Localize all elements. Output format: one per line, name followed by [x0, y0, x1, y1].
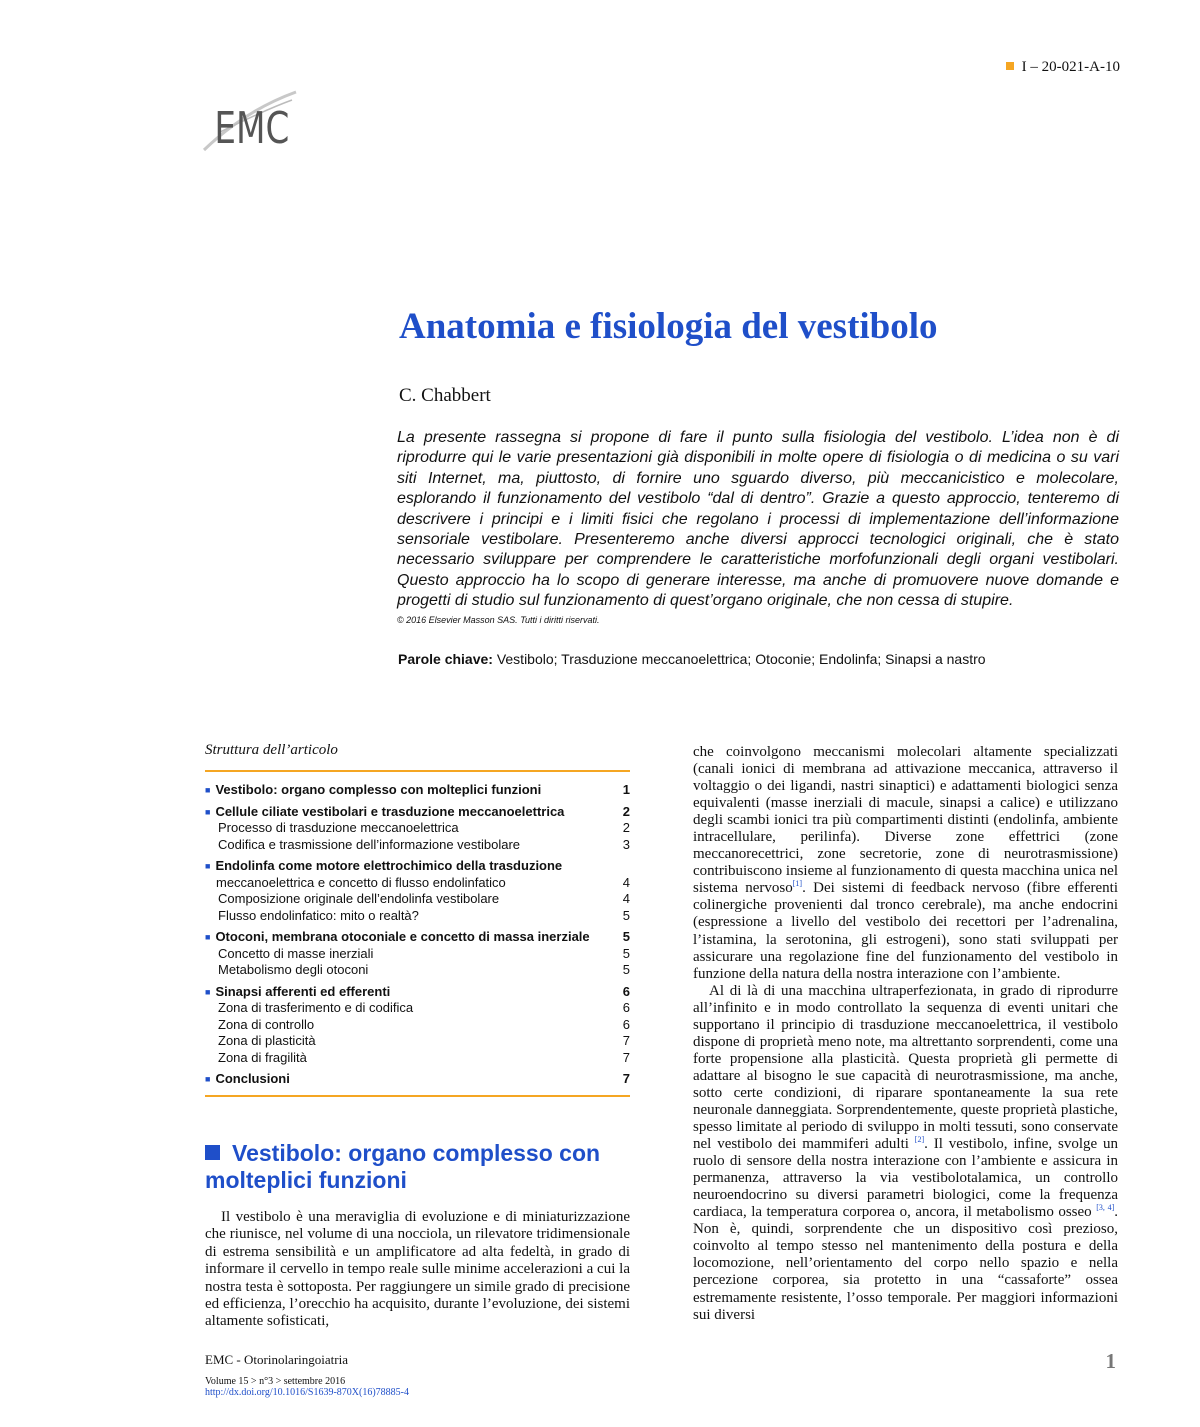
- toc-entry-label: Concetto di masse inerziali: [218, 945, 374, 961]
- toc-entry-label: Composizione originale dell’endolinfa vestibolare: [218, 891, 500, 906]
- section-heading: [205, 1140, 625, 1194]
- section-heading-text: Vestibolo: organo complesso con molteplici funzioni: [205, 1140, 601, 1193]
- toc-entry-label: Zona di controllo: [218, 1016, 315, 1032]
- copyright: © 2016 Elsevier Masson SAS. Tutti i diritti riservati.: [397, 615, 600, 625]
- blue-square-icon: [205, 1145, 220, 1160]
- toc-entry-page: 5: [622, 962, 630, 977]
- logo-text: EMC: [214, 104, 290, 155]
- toc-subentry[interactable]: [205, 837, 630, 854]
- reference-link[interactable]: [3, 4]: [1096, 1203, 1115, 1213]
- toc-entry-label: Processo di trasduzione meccanoelettrica: [218, 820, 459, 835]
- toc-entry-label: ■ Sinapsi afferenti ed efferenti: [205, 984, 402, 1001]
- paragraph-text: che coinvolgono meccanismi molecolari altamente specializzati (canali ionici di membrana ad attivazione meccanica, attraverso il voltaggio o dei ligandi, nastri sinaptici) e adattamenti biologici senza equivalenti (masse inerziali di macule, sinapsi a calice) e utilizzano degli scambi ionici tra più compartimenti distinti (endolinfa, ambiente intracellulare, perilinfa). Diverse zone effettrici (zone meccanorecettrici, zone secretorie, zone di neurotrasmissione) contribuiscono insieme al funzionamento di questa macchina unica nel sistema nervoso: [693, 744, 1118, 897]
- keywords: [398, 651, 986, 667]
- toc-entry[interactable]: [205, 804, 630, 821]
- toc-entry-label: ■ Cellule ciliate vestibolari e trasduzione meccanoelettrica: [205, 804, 576, 821]
- emc-logo: [200, 80, 300, 155]
- abstract: La presente rassegna si propone di fare il punto sulla fisiologia del vestibolo. L’idea non è di riprodurre qui le varie presentazioni già disponibili in molte opere di fisiologia o di medicina o su vari siti Internet, ma, piuttosto, di fornire uno sguardo diverso, più meccanicistico e molecolare, esplorando il funzionamento del vestibolo “dal di dentro”. Grazie a questo approccio, tenteremo di descrivere i principi e i limiti fisici che regolano i processi di implementazione dell’informazione sensoriale vestibolare. Presenteremo anche diversi approcci tecnologici originali, che è stato necessario sviluppare per comprendere le caratteristiche morfofunzionali degli organi vestibolari. Questo approccio ha lo scopo di generare interesse, ma anche di promuovere nuove domande e progetti di studio sul funzionamento di quest’organo originale, che non cessa di stupire.: [397, 429, 1119, 610]
- toc-entry[interactable]: [205, 858, 630, 875]
- toc-entry-page: [614, 858, 630, 875]
- toc-entry-page: 4: [622, 874, 630, 890]
- toc-subentry[interactable]: [205, 962, 630, 979]
- toc-subentry[interactable]: [205, 1033, 630, 1050]
- toc-subentry[interactable]: [205, 1000, 630, 1017]
- paragraph-text: . Non è, quindi, sorprendente che un dispositivo così prezioso, coinvolto al tempo stesso nel mantenimento della postura e della locomozione, nell’orientamento del corpo nello spazio e nella percezione corporea, sia protetto in una “cassaforte” ossea estremamente resistente, l’osso temporale. Per maggiori informazioni sui diversi: [693, 1204, 1119, 1323]
- toc-entry[interactable]: [205, 929, 630, 946]
- reference-link[interactable]: [2]: [914, 1135, 925, 1145]
- toc-entry-label: Codifica e trasmissione dell’informazione vestibolare: [218, 836, 521, 852]
- toc-entry-label: ■ Vestibolo: organo complesso con molteplici funzioni: [205, 782, 553, 799]
- body-column-left: [205, 1209, 630, 1331]
- doi-link[interactable]: http://dx.doi.org/10.1016/S1639-870X(16)78885-4: [205, 1387, 409, 1398]
- toc-entry-label: Zona di fragilità: [218, 1049, 307, 1065]
- toc-entry-label: meccanoelettrica e concetto di flusso endolinfatico: [216, 874, 506, 890]
- toc-subentry[interactable]: [205, 946, 630, 963]
- toc-entry-page: 5: [622, 929, 630, 944]
- paragraph-text: . Dei sistemi di feedback nervoso (fibre efferenti colinergiche provenienti dal tronco cerebrale), ma anche endocrini (espressione a livello del vestibolo dei recettori per l’adrenalina, l’istamina, la serotonina, gli estrogeni), sono stati sviluppati per assicurare una regolazione fine del funzionamento del vestibolo in funzione della natura della nostra interazione con l’ambiente.: [693, 880, 1119, 982]
- toc-entry-label: ■ Conclusioni: [205, 1071, 302, 1088]
- page-number: 1: [1105, 1349, 1116, 1373]
- toc-entry-page: 4: [622, 891, 630, 906]
- toc-subentry[interactable]: [205, 891, 630, 908]
- toc-entry-label: ■ Endolinfa come motore elettrochimico della trasduzione: [205, 858, 574, 875]
- table-of-contents: [205, 782, 630, 1088]
- toc-subentry[interactable]: [205, 908, 630, 925]
- article-title: Anatomia e fisiologia del vestibolo: [399, 306, 938, 347]
- body-column-right: [693, 744, 1118, 1324]
- paragraph-text: . Il vestibolo, infine, svolge un ruolo di sensore della nostra interazione con l’ambiente e assicura in permanenza, attraverso la via vestibolotalamica, un controllo neuroendocrino su diversi parametri biologici, come la frequenza cardiaca, la temperatura corporea o, ancora, il metabolismo osseo: [693, 1136, 1119, 1221]
- paragraph: [693, 983, 1118, 1324]
- reference-link[interactable]: [1]: [792, 879, 803, 889]
- orange-square-icon: [1006, 62, 1014, 70]
- toc-entry-page: 6: [622, 1016, 630, 1032]
- toc-entry-label: Metabolismo degli otoconi: [218, 962, 369, 977]
- author: C. Chabbert: [399, 385, 491, 406]
- toc-subentry[interactable]: [205, 820, 630, 837]
- toc-entry-page: 5: [622, 907, 630, 923]
- toc-entry-page: 1: [622, 782, 630, 797]
- volume-info: [205, 1376, 409, 1398]
- toc-entry-page: 6: [622, 1000, 630, 1015]
- toc-entry-page: 2: [622, 820, 630, 835]
- toc-entry[interactable]: [205, 984, 630, 1001]
- toc-subentry[interactable]: [205, 1050, 630, 1067]
- toc-subentry[interactable]: [205, 875, 630, 892]
- toc-entry-label: ■ Otoconi, membrana otoconiale e concetto di massa inerziale: [205, 929, 602, 946]
- journal-name: EMC - Otorinolaringoiatria: [205, 1352, 348, 1367]
- paragraph: Il vestibolo è una meraviglia di evoluzione e di miniaturizzazione che riunisce, nel volume di una nocciola, un rilevatore tridimensionale di estrema sensibilità e un amplificatore ad alta fedeltà, in grado di informare il cervello in tempo reale sulle minime accelerazioni a cui la nostra testa è sottoposta. Per raggiungere un simile grado di precisione ed efficienza, l’orecchio ha acquisito, durante l’evoluzione, dei sistemi altamente sofisticati,: [205, 1209, 630, 1330]
- toc-entry-label: Flusso endolinfatico: mito o realtà?: [218, 907, 419, 923]
- toc-entry[interactable]: [205, 782, 630, 799]
- toc-subentry[interactable]: [205, 1017, 630, 1034]
- paragraph: [693, 744, 1118, 983]
- toc-entry-page: 2: [622, 803, 630, 819]
- article-code-text: I – 20-021-A-10: [1021, 59, 1120, 75]
- article-code: [1006, 59, 1120, 76]
- toc-entry-label: Zona di plasticità: [218, 1033, 316, 1048]
- toc-entry-page: 7: [622, 1033, 630, 1048]
- toc-title: Struttura dell’articolo: [205, 742, 338, 758]
- toc-bottom-rule: [205, 1095, 630, 1097]
- toc-entry-page: 6: [622, 983, 630, 999]
- toc-entry-page: 3: [622, 836, 630, 852]
- toc-entry[interactable]: [205, 1071, 630, 1088]
- keywords-label: Parole chiave:: [398, 651, 493, 667]
- volume-text: Volume 15 > n°3 > settembre 2016: [205, 1376, 346, 1387]
- toc-top-rule: [205, 770, 630, 772]
- keywords-list: Vestibolo; Trasduzione meccanoelettrica; Otoconie; Endolinfa; Sinapsi a nastro: [496, 651, 986, 667]
- toc-entry-page: 7: [622, 1049, 630, 1065]
- paragraph-text: Al di là di una macchina ultraperfezionata, in grado di riprodurre all’infinito e in modo controllato la sequenza di eventi unitari che supportano il principio di trasduzione meccanoelettrica, il vestibolo dispone di proprietà meno note, ma altrettanto sorprendenti, come una forte propensione alla plasticità. Questa proprietà gli permette di adattare al bisogno le sue capacità di neurotrasmissione, ma anche, sotto certe condizioni, di riparare spontaneamente la sua rete neuronale danneggiata. Sorprendentemente, queste proprietà plastiche, spesso limitate al periodo di sviluppo in molti tessuti, sono conservate nel vestibolo dei mammiferi adulti: [693, 982, 1118, 1153]
- toc-entry-page: 5: [622, 945, 630, 961]
- toc-entry-page: 7: [622, 1071, 630, 1086]
- toc-entry-label: Zona di trasferimento e di codifica: [218, 1000, 414, 1015]
